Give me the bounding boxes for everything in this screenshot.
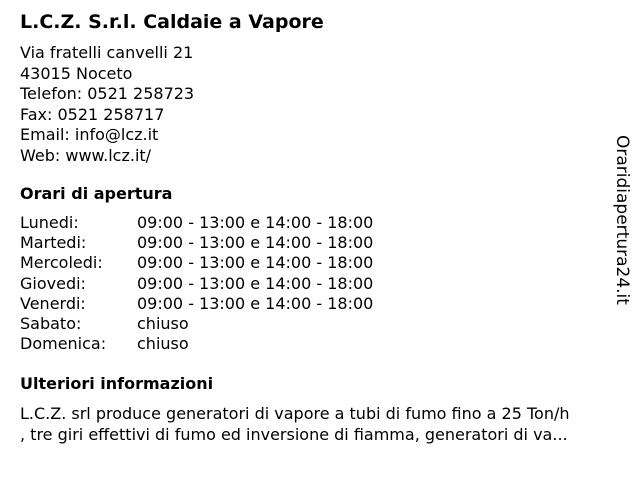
hours-day-label: Lunedi: xyxy=(20,213,79,232)
address-street: Via fratelli canvelli 21 xyxy=(20,43,194,62)
hours-time-value: 09:00 - 13:00 e 14:00 - 18:00 xyxy=(137,233,374,253)
hours-day-label: Giovedi: xyxy=(20,273,86,293)
email-address: Email: info@lcz.it xyxy=(20,125,159,144)
hours-time-value: 09:00 - 13:00 e 14:00 - 18:00 xyxy=(137,253,374,273)
address-city: 43015 Noceto xyxy=(20,63,133,83)
hours-time-value: 09:00 - 13:00 e 14:00 - 18:00 xyxy=(137,273,374,293)
hours-day-label: Venerdi: xyxy=(20,293,86,313)
website-address: Web: www.lcz.it/ xyxy=(20,145,152,165)
hours-day-label: Martedi: xyxy=(20,233,87,253)
opening-hours-heading: Orari di apertura xyxy=(20,184,173,203)
hours-time-value: 09:00 - 13:00 e 14:00 - 18:00 xyxy=(137,213,374,232)
business-description xyxy=(20,403,630,445)
hours-day-label: Sabato: xyxy=(20,313,82,333)
description-line: L.C.Z. srl produce generatori di vapore a tubi di fumo fino a 25 Ton/h xyxy=(20,404,570,423)
site-watermark: Oraridiapertura24.it xyxy=(612,135,632,305)
hours-day-label: Domenica: xyxy=(20,334,107,354)
hours-time-value: 09:00 - 13:00 e 14:00 - 18:00 xyxy=(137,293,374,313)
hours-day-label: Mercoledi: xyxy=(20,253,103,273)
more-info-heading: Ulteriori informazioni xyxy=(20,374,214,393)
hours-time-value: chiuso xyxy=(137,334,189,354)
description-line: , tre giri effettivi di fumo ed inversione di fiamma, generatori di va... xyxy=(20,425,568,444)
fax-number: Fax: 0521 258717 xyxy=(20,104,165,124)
contact-details xyxy=(20,43,194,166)
phone-number: Telefon: 0521 258723 xyxy=(20,84,195,103)
business-name: L.C.Z. S.r.l. Caldaie a Vapore xyxy=(20,11,324,33)
hours-time-value: chiuso xyxy=(137,313,189,333)
